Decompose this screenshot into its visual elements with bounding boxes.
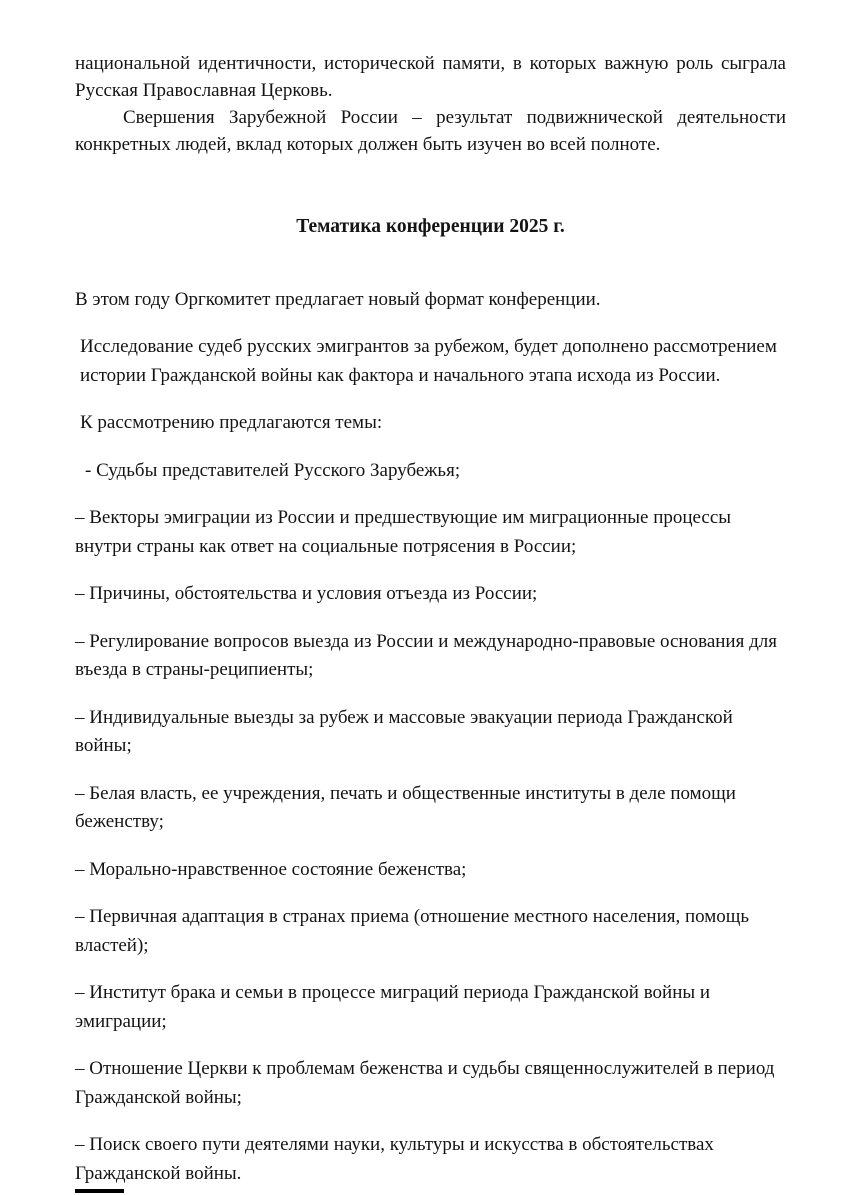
section-heading: Тематика конференции 2025 г. — [296, 215, 565, 237]
topic-item: – Первичная адаптация в странах приема (отношение местного населения, помощь властей); — [75, 906, 750, 956]
topic-item: – Регулирование вопросов выезда из России и международно-правовые основания для въезда в страны-реципиенты; — [75, 630, 777, 681]
lead-paragraph: Свершения Зарубежной России – результат подвижнической деятельности конкретных людей, вклад которых должен быть изучен во всей полноте. — [75, 107, 786, 156]
topic-item: – Белая власть, ее учреждения, печать и общественные институты в деле помощи беженству; — [75, 782, 736, 833]
topic-item: – Институт брака и семьи в процессе миграций периода Гражданской войны и эмиграции; — [75, 982, 711, 1032]
topics-lead-in: К рассмотрению предлагаются темы: — [80, 412, 383, 434]
topic-item: – Поиск своего пути деятелями науки, культуры и искусства в обстоятельствах Гражданской войны. — [75, 1134, 714, 1184]
topic-item: - Судьбы представителей Русского Зарубежья; — [85, 459, 461, 481]
topic-item: – Отношение Церкви к проблемам беженства и судьбы священнослужителей в период Гражданской войны; — [75, 1058, 775, 1108]
continuation-paragraph: национальной идентичности, исторической памяти, в которых важную роль сыграла Русская Православная Церковь. — [75, 53, 786, 102]
intro-paragraph: В этом году Оргкомитет предлагает новый формат конференции. — [75, 288, 601, 310]
page-bottom-edge-fragment — [75, 1189, 124, 1193]
topic-item: – Индивидуальные выезды за рубеж и массовые эвакуации периода Гражданской войны; — [75, 706, 733, 757]
topic-item: – Причины, обстоятельства и условия отъезда из России; — [75, 583, 538, 605]
intro-paragraph: Исследование судеб русских эмигрантов за рубежом, будет дополнено рассмотрением истории Гражданской войны как фактора и начального этапа исхода из России. — [80, 336, 777, 386]
topic-item: – Морально-нравственное состояние беженства; — [75, 858, 467, 880]
topic-item: – Векторы эмиграции из России и предшествующие им миграционные процессы внутри страны как ответ на социальные потрясения в России; — [75, 507, 732, 557]
